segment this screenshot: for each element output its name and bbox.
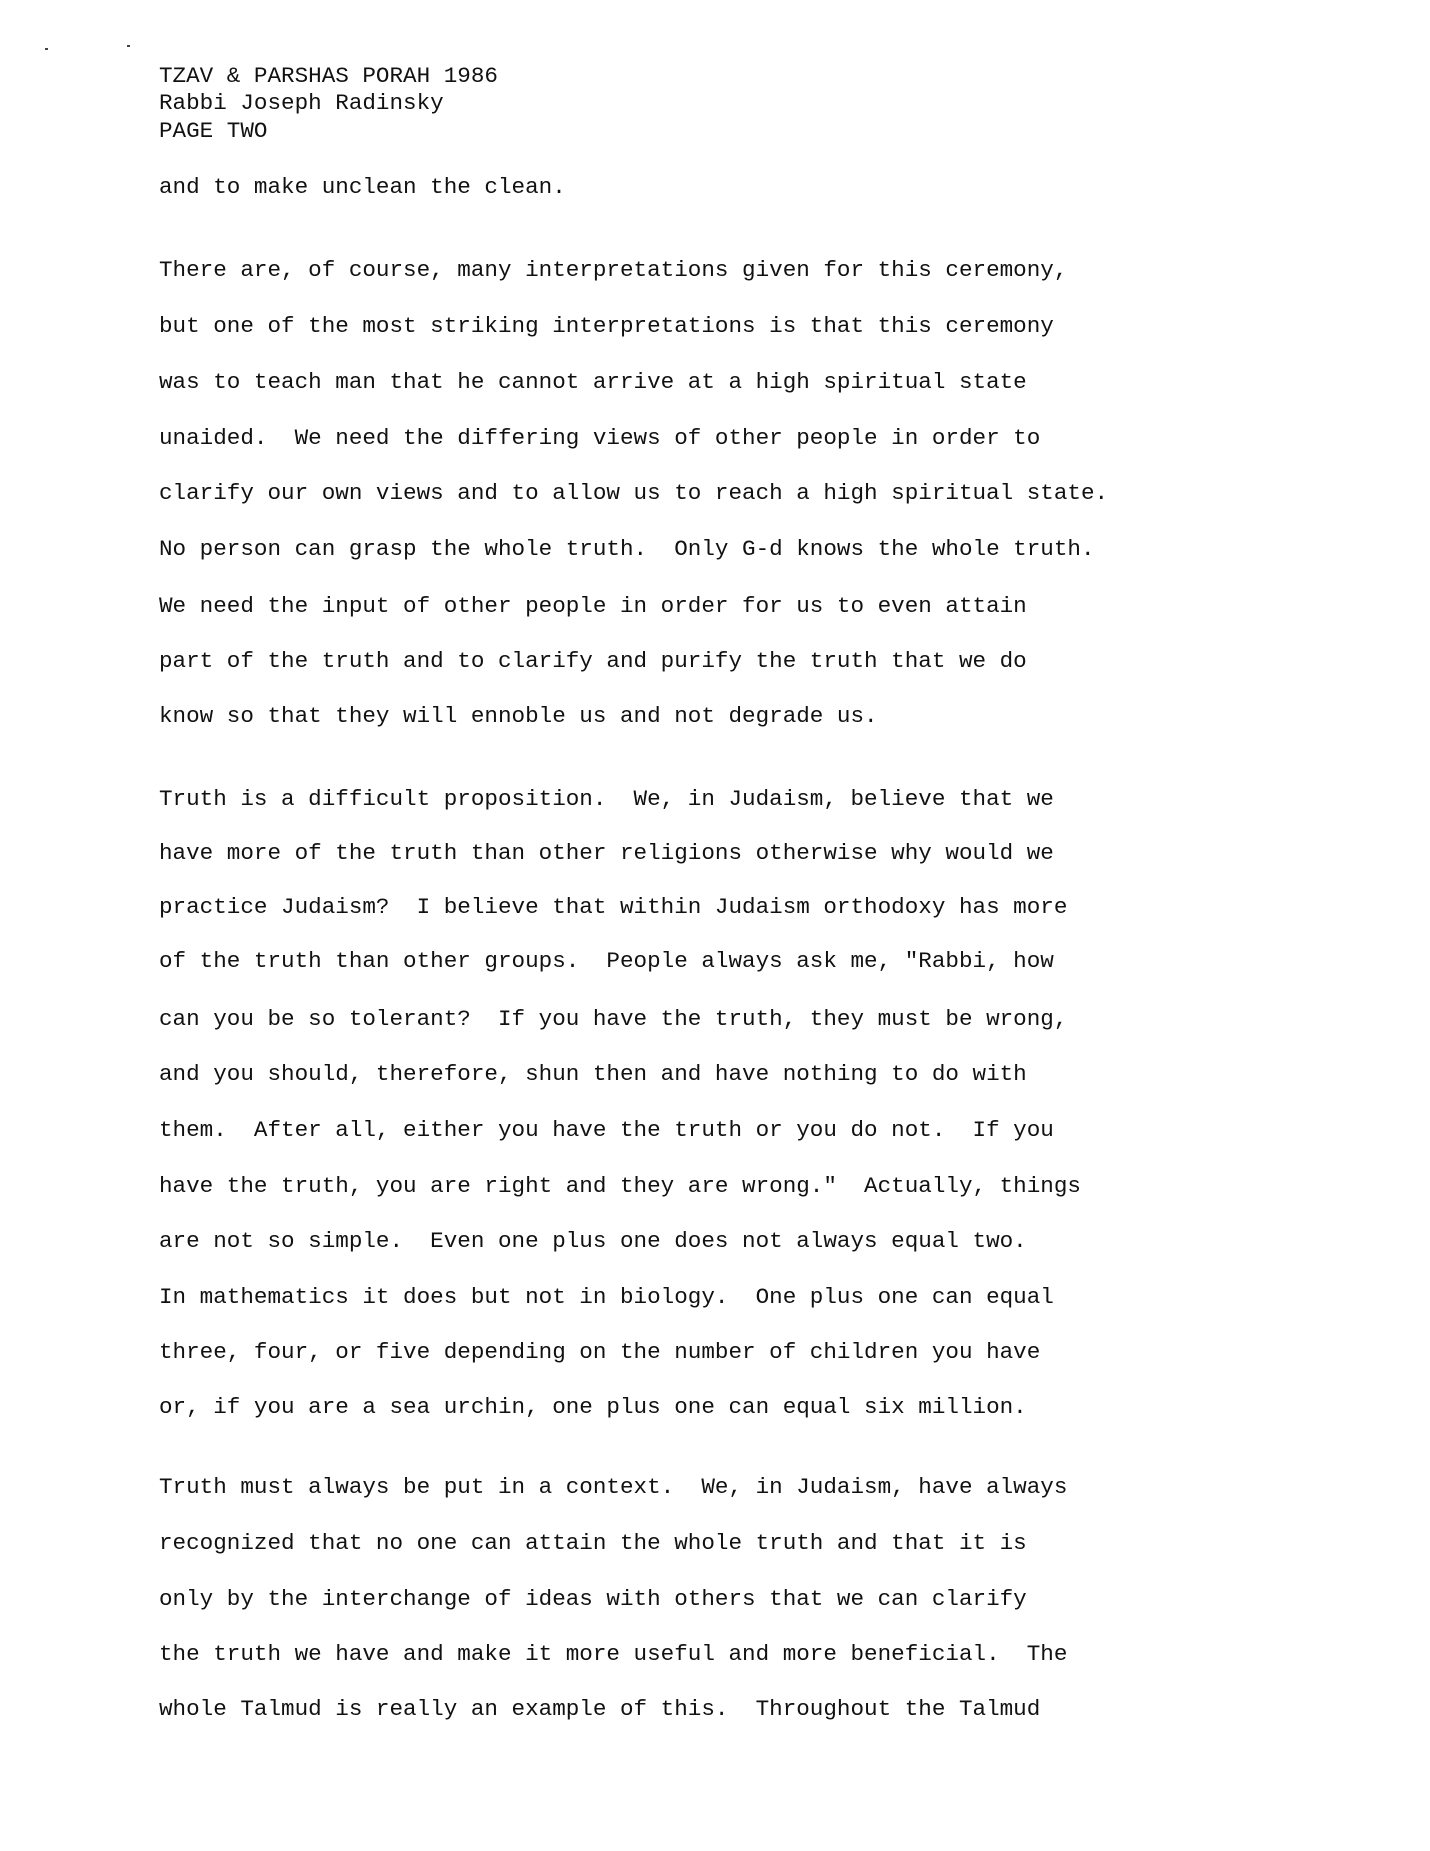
header-author: Rabbi Joseph Radinsky: [159, 90, 444, 116]
paragraph-3-line: Truth must always be put in a context. We, in Judaism, have always: [159, 1474, 1068, 1500]
paragraph-1-line: We need the input of other people in order for us to even attain: [159, 593, 1027, 619]
paragraph-1-line: but one of the most striking interpretations is that this ceremony: [159, 313, 1054, 339]
scan-speck: [45, 48, 48, 50]
paragraph-2-line: are not so simple. Even one plus one does not always equal two.: [159, 1228, 1027, 1254]
paragraph-2-line: and you should, therefore, shun then and have nothing to do with: [159, 1061, 1027, 1087]
paragraph-1-line: was to teach man that he cannot arrive at a high spiritual state: [159, 369, 1027, 395]
paragraph-2-line: of the truth than other groups. People always ask me, "Rabbi, how: [159, 948, 1054, 974]
paragraph-2-line: or, if you are a sea urchin, one plus one can equal six million.: [159, 1394, 1027, 1420]
paragraph-1-line: clarify our own views and to allow us to reach a high spiritual state.: [159, 480, 1109, 506]
header-page: PAGE TWO: [159, 118, 268, 144]
paragraph-2-line: can you be so tolerant? If you have the truth, they must be wrong,: [159, 1006, 1068, 1032]
scan-speck: [127, 45, 130, 47]
header-title: TZAV & PARSHAS PORAH 1986: [159, 63, 498, 89]
paragraph-1-line: part of the truth and to clarify and purify the truth that we do: [159, 648, 1027, 674]
paragraph-3-line: whole Talmud is really an example of this. Throughout the Talmud: [159, 1696, 1041, 1722]
paragraph-2-line: Truth is a difficult proposition. We, in Judaism, believe that we: [159, 786, 1054, 812]
paragraph-1-line: There are, of course, many interpretations given for this ceremony,: [159, 257, 1068, 283]
paragraph-2-line: practice Judaism? I believe that within Judaism orthodoxy has more: [159, 894, 1068, 920]
paragraph-1-line: unaided. We need the differing views of other people in order to: [159, 425, 1041, 451]
paragraph-2-line: In mathematics it does but not in biology. One plus one can equal: [159, 1284, 1054, 1310]
paragraph-3-line: the truth we have and make it more useful and more beneficial. The: [159, 1641, 1068, 1667]
continuation-line: and to make unclean the clean.: [159, 174, 566, 200]
paragraph-1-line: No person can grasp the whole truth. Only G-d knows the whole truth.: [159, 536, 1095, 562]
paragraph-2-line: them. After all, either you have the truth or you do not. If you: [159, 1117, 1054, 1143]
paragraph-2-line: three, four, or five depending on the number of children you have: [159, 1339, 1041, 1365]
paragraph-3-line: recognized that no one can attain the whole truth and that it is: [159, 1530, 1027, 1556]
paragraph-3-line: only by the interchange of ideas with others that we can clarify: [159, 1586, 1027, 1612]
paragraph-2-line: have more of the truth than other religions otherwise why would we: [159, 840, 1054, 866]
paragraph-2-line: have the truth, you are right and they are wrong." Actually, things: [159, 1173, 1081, 1199]
paragraph-1-line: know so that they will ennoble us and not degrade us.: [159, 703, 878, 729]
